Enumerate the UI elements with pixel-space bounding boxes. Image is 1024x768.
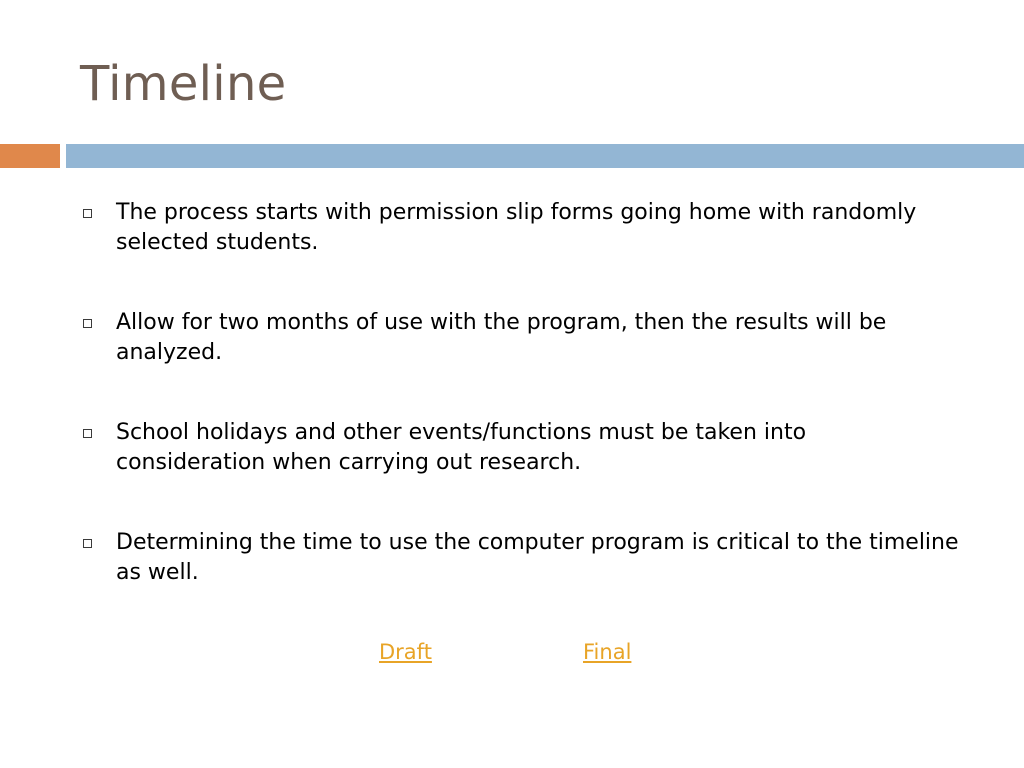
bullet-text: Determining the time to use the computer program is critical to the timeline as well. [116,530,959,585]
draft-link[interactable]: Draft [379,640,432,664]
bullet-item [80,528,960,588]
bullet-item [80,308,960,368]
square-bullet-icon [83,429,92,438]
square-bullet-icon [83,539,92,548]
final-link[interactable]: Final [583,640,632,664]
bullet-text: The process starts with permission slip forms going home with randomly selected students. [116,200,917,255]
accent-bar-orange [0,144,60,168]
square-bullet-icon [83,209,92,218]
bullet-item [80,418,960,478]
link-row [0,637,1024,667]
bullet-list [80,198,960,638]
bullet-text: School holidays and other events/functions must be taken into consideration when carrying out research. [116,420,807,475]
bullet-item [80,198,960,258]
square-bullet-icon [83,319,92,328]
accent-bar-blue [66,144,1024,168]
slide-title: Timeline [80,56,287,112]
bullet-text: Allow for two months of use with the program, then the results will be analyzed. [116,310,887,365]
